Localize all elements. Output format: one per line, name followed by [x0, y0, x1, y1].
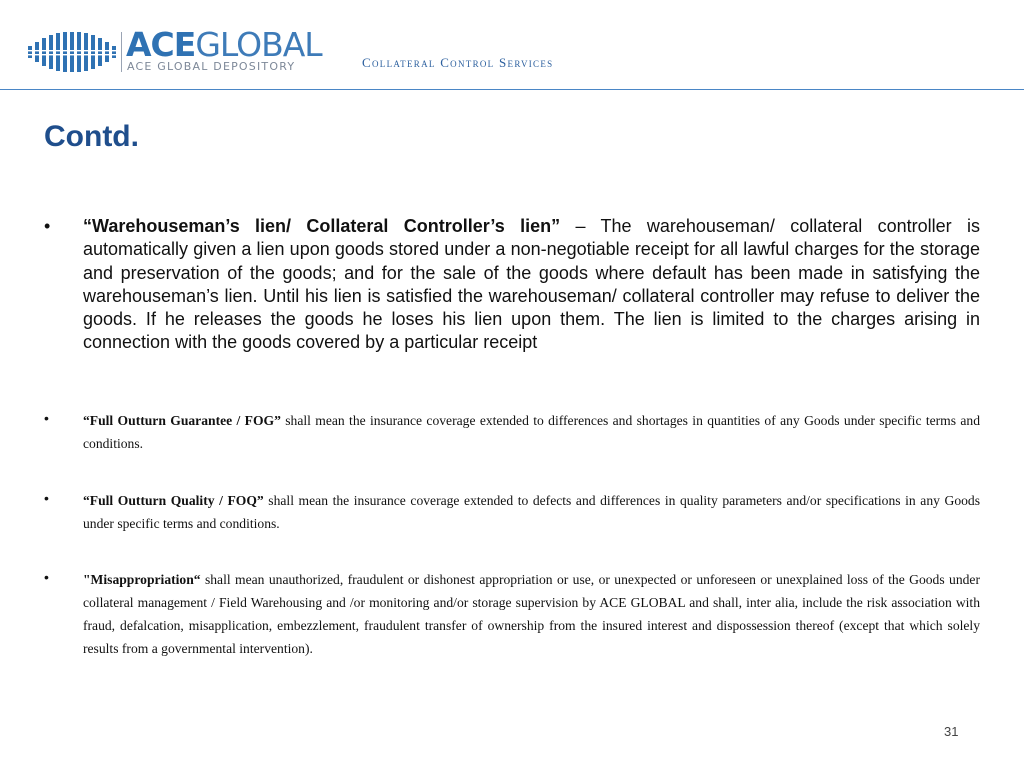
logo-word-ace: ACE [126, 25, 196, 64]
bullet-term: “Full Outturn Guarantee / FOG” [83, 413, 281, 428]
logo-subtitle: ACE GLOBAL DEPOSITORY [127, 60, 296, 73]
logo-mark [26, 32, 118, 72]
bullet-marker: • [44, 410, 49, 426]
bullet-item [44, 409, 980, 455]
logo-wordmark [126, 26, 322, 64]
bullet-marker: • [44, 569, 49, 585]
header [0, 0, 1024, 90]
bullet-definition: shall mean unauthorized, fraudulent or dishonest appropriation or use, or unexpected or unforeseen or unexplained loss of the Goods under collateral management / Field Warehousing and /or monitoring and/or storage supervision by ACE GLOBAL and shall, inter alia, include the risk association with fraud, defalcation, misapplication, embezzlement, fraudulent transfer of ownership from the insured interest and dispossession thereof (except that which solely results from a governmental intervention). [83, 572, 980, 656]
logo-word-global: GLOBAL [195, 25, 322, 64]
bullet-term: "Misappropriation“ [83, 572, 201, 587]
bullet-item [44, 568, 980, 660]
bullet-marker: • [44, 490, 49, 506]
logo-divider [121, 32, 122, 72]
bullet-text [83, 409, 980, 455]
bullet-marker: • [44, 216, 51, 236]
bullet-definition: shall mean the insurance coverage extended to differences and shortages in quantities of any Goods under specific terms and conditions. [83, 413, 980, 451]
bullet-definition: shall mean the insurance coverage extended to defects and differences in quality parameters and/or specifications in any Goods under specific terms and conditions. [83, 493, 980, 531]
page-title: Contd. [44, 120, 139, 153]
bullet-term: “Warehouseman’s lien/ Collateral Controller’s lien” [83, 216, 561, 236]
bullet-term: “Full Outturn Quality / FOQ” [83, 493, 264, 508]
bullet-text [83, 215, 980, 355]
header-tagline: Collateral Control Services [362, 55, 554, 70]
bullet-definition: – The warehouseman/ collateral controller is automatically given a lien upon goods stored under a non-negotiable receipt for all lawful charges for the storage and preservation of the goods; and for the sale of the goods where default has been made in satisfying the warehouseman’s lien. Until his lien is satisfied the warehouseman/ collateral controller may refuse to deliver the goods. If he releases the goods he loses his lien upon them. The lien is limited to the charges arising in connection with the goods covered by a particular receipt [83, 216, 980, 353]
bullet-text [83, 489, 980, 535]
slide-number: 31 [944, 724, 959, 739]
header-divider [0, 89, 1024, 90]
bullet-text [83, 568, 980, 660]
bullet-item [44, 489, 980, 535]
bullet-item [44, 215, 980, 355]
